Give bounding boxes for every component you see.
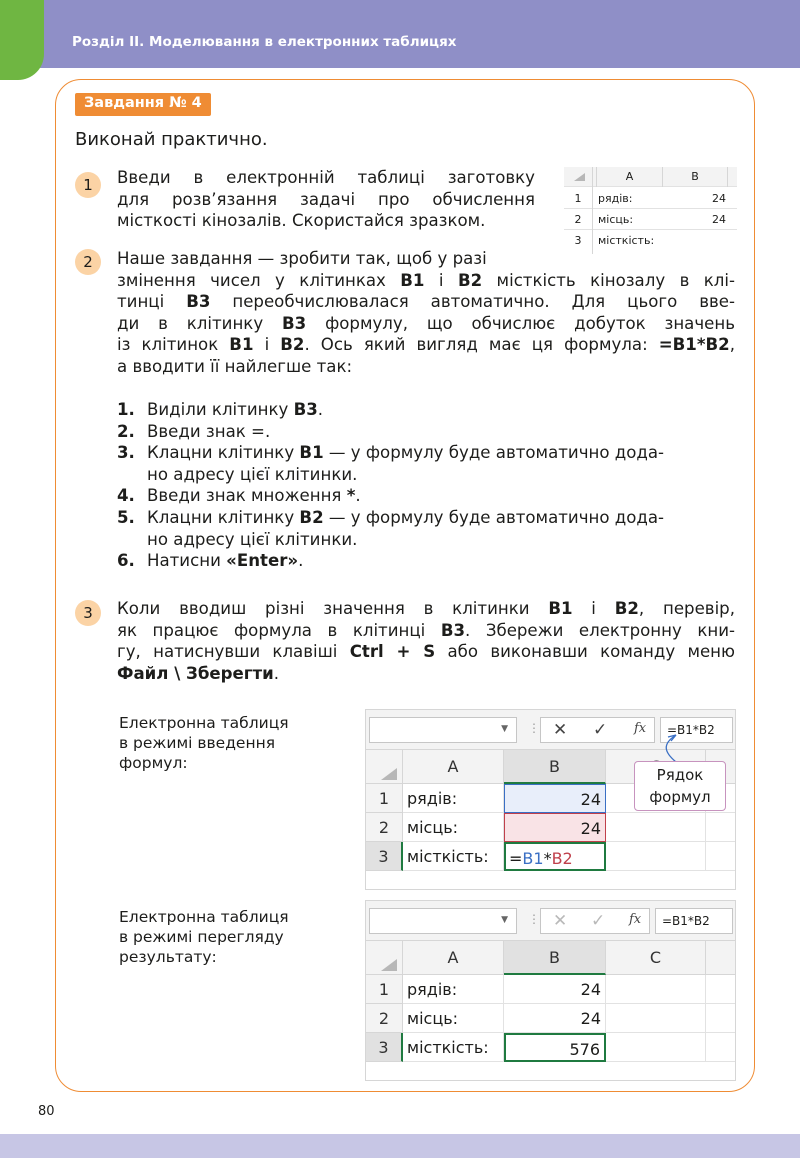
row-header[interactable]: 1 (366, 784, 403, 813)
step-1-text (117, 167, 535, 232)
step-2-line: Наше завдання — зробити так, щоб у разі (117, 249, 487, 268)
cell-a2[interactable]: місць: (403, 813, 504, 842)
formula-bar (366, 901, 735, 941)
caption-result-mode: Електронна таблиця в режимі перегляду результату: (119, 908, 289, 966)
select-all-corner[interactable] (366, 750, 403, 784)
sample-table-header (564, 167, 737, 187)
step-2-line: ди в клітинку B3 формулу, що обчислює добуток значень (117, 313, 735, 333)
step-3-text (117, 598, 735, 684)
step-1-line: для розв’язання задачі про обчислення (117, 189, 535, 209)
cell-a3[interactable]: місткість: (403, 1033, 504, 1062)
cell-a1[interactable]: рядів: (403, 975, 504, 1004)
formula-ref-b1: B1 (522, 849, 544, 868)
step-1-line: місткості кінозалів. Скористайся зразком. (117, 211, 486, 231)
insert-function-icon[interactable]: fx (634, 721, 647, 736)
column-header-next[interactable] (706, 941, 735, 975)
splitter-dots-icon[interactable]: ⋮ (528, 721, 540, 735)
cell-b1[interactable]: 24 (504, 784, 606, 813)
cell-b3[interactable]: 576 (504, 1033, 606, 1062)
step-2-line: тинці B3 переобчислювалася автоматично. Для цього вве- (117, 292, 735, 312)
cancel-icon[interactable]: ✕ (553, 911, 568, 931)
dropdown-caret-icon[interactable]: ▼ (501, 915, 508, 925)
step-2-text (117, 248, 735, 378)
list-item-continuation: но адресу цієї клітинки. (147, 529, 358, 549)
enter-check-icon[interactable]: ✓ (591, 911, 606, 931)
list-item: 5. Клацни клітинку B2 — у формулу буде автоматично дода- (117, 507, 665, 527)
row-header: 2 (574, 213, 582, 226)
step-3-line: Файл \ Зберегти. (117, 663, 280, 683)
name-box[interactable] (369, 908, 517, 934)
task-intro: Виконай практично. (75, 129, 268, 150)
cell-c3[interactable] (606, 1033, 706, 1062)
row-header[interactable]: 3 (366, 1033, 403, 1062)
column-header: A (596, 167, 662, 187)
formula-buttons (540, 717, 655, 743)
cell-d3[interactable] (706, 1033, 735, 1062)
cell-c2[interactable] (606, 813, 706, 842)
label-cell: місткість: (598, 234, 655, 247)
select-all-corner[interactable] (366, 941, 403, 975)
cell-b2[interactable]: 24 (504, 813, 606, 842)
column-header: B (662, 167, 728, 187)
value-cell: 24 (712, 192, 726, 205)
sample-table (564, 167, 737, 254)
footer-band (0, 1134, 800, 1158)
list-item: 3. Клацни клітинку B1 — у формулу буде автоматично дода- (117, 443, 665, 463)
cell-c2[interactable] (606, 1004, 706, 1033)
cell-d2[interactable] (706, 1004, 735, 1033)
formula-bar-callout: Рядок формул (634, 761, 726, 811)
dropdown-caret-icon[interactable]: ▼ (501, 724, 508, 734)
instruction-steps (117, 399, 664, 572)
label-cell: місць: (598, 213, 634, 226)
step-2-line: із клітинок B1 і B2. Ось який вигляд має ця формула: =B1*B2, (117, 335, 735, 355)
caption-input-mode: Електронна таблиця в режимі введення формул: (119, 714, 289, 772)
name-box[interactable] (369, 717, 517, 743)
list-item: 6. Натисни «Enter». (117, 551, 304, 571)
row-header[interactable]: 1 (366, 975, 403, 1004)
row-header[interactable]: 3 (366, 842, 403, 871)
formula-bar (366, 710, 735, 750)
page-number: 80 (38, 1104, 55, 1119)
cell-b2[interactable]: 24 (504, 1004, 606, 1033)
enter-check-icon[interactable]: ✓ (593, 720, 608, 740)
section-tab (0, 0, 44, 80)
list-item: 4. Введи знак множення *. (117, 486, 361, 506)
column-header-b[interactable]: B (504, 941, 606, 975)
task-badge: Завдання № 4 (75, 93, 211, 116)
step-3-line: гу, натиснувши клавіші Ctrl + S або виконавши команду меню (117, 642, 735, 662)
column-header-c[interactable]: C (606, 941, 706, 975)
step-3-line: Коли вводиш різні значення в клітинки B1 і B2, перевір, (117, 599, 735, 618)
cell-c3[interactable] (606, 842, 706, 871)
step-3-line: як працює формула в клітинці B3. Збережи електронну кни- (117, 620, 736, 640)
row-header[interactable]: 2 (366, 1004, 403, 1033)
cell-a2[interactable]: місць: (403, 1004, 504, 1033)
formula-input[interactable]: =B1*B2 (655, 908, 733, 934)
cell-a1[interactable]: рядів: (403, 784, 504, 813)
value-cell: 24 (712, 213, 726, 226)
row-header[interactable]: 2 (366, 813, 403, 842)
row-header-divider (592, 167, 593, 254)
step-2-line: а вводити її найлегше так: (117, 356, 353, 376)
step-1-line: Введи в електронній таблиці заготовку (117, 168, 535, 187)
spreadsheet-result-mode (365, 900, 736, 1081)
step-1-number: 1 (75, 172, 101, 198)
insert-function-icon[interactable]: fx (629, 912, 642, 927)
column-header-a[interactable]: A (403, 750, 504, 784)
row-header: 1 (574, 192, 582, 205)
formula-input[interactable]: =B1*B2 (660, 717, 733, 743)
cancel-icon[interactable]: ✕ (553, 720, 568, 740)
list-item-continuation: но адресу цієї клітинки. (147, 464, 358, 484)
cell-b3[interactable]: =B1*B2 (504, 842, 606, 871)
list-item: 1. Виділи клітинку B3. (117, 400, 324, 419)
step-3-number: 3 (75, 600, 101, 626)
cell-b1[interactable]: 24 (504, 975, 606, 1004)
splitter-dots-icon[interactable]: ⋮ (528, 912, 540, 926)
cell-a3[interactable]: місткість: (403, 842, 504, 871)
formula-ref-b2: B2 (551, 849, 573, 868)
select-all-corner (574, 173, 585, 181)
cell-c1[interactable] (606, 975, 706, 1004)
list-item: 2. Введи знак =. (117, 421, 271, 441)
row-header: 3 (574, 234, 582, 247)
table-row (564, 189, 737, 209)
label-cell: рядів: (598, 192, 633, 205)
formula-buttons (540, 908, 650, 934)
cell-d1[interactable] (706, 975, 735, 1004)
column-header-b[interactable]: B (504, 750, 606, 784)
cell-d3[interactable] (706, 842, 735, 871)
section-title: Розділ ІІ. Моделювання в електронних таблицях (72, 34, 457, 50)
cell-d2[interactable] (706, 813, 735, 842)
step-2-number: 2 (75, 249, 101, 275)
column-header-a[interactable]: A (403, 941, 504, 975)
table-row (564, 210, 737, 230)
step-2-line: змінення чисел у клітинках B1 і B2 місткість кінозалу в клі- (117, 270, 735, 290)
